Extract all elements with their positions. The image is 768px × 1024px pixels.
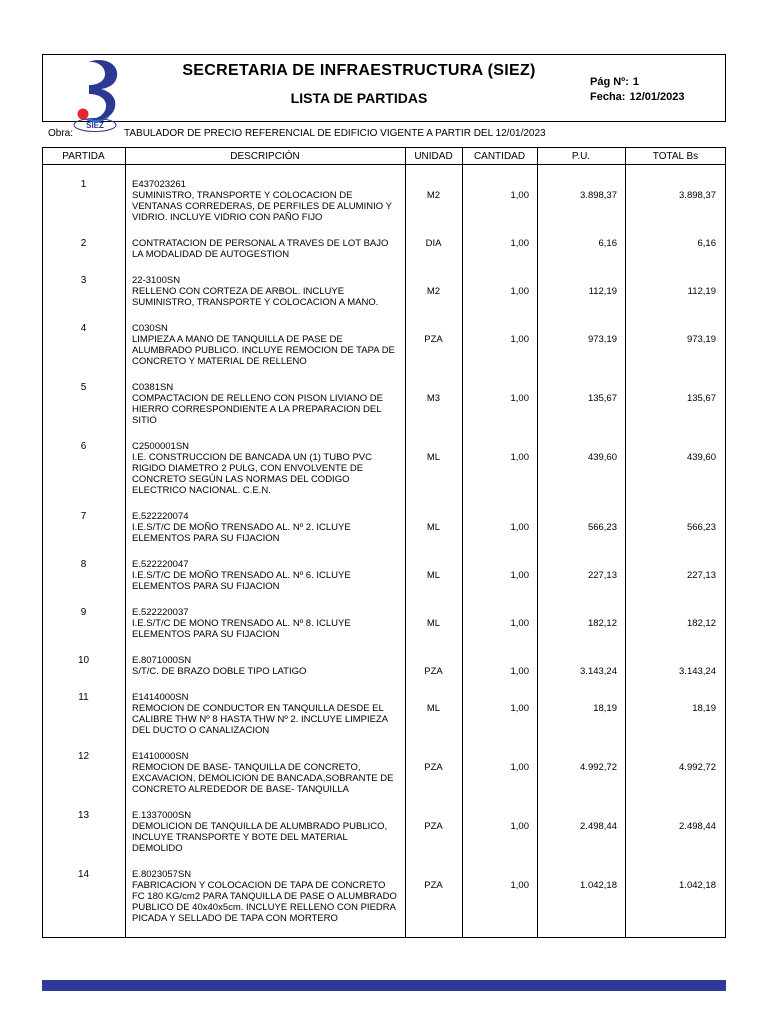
cell-pu: 439,60 xyxy=(587,452,617,463)
cell-partida: 7 xyxy=(80,511,87,522)
date-line xyxy=(590,92,715,103)
item-codigo: 22-3100SN xyxy=(132,275,181,286)
cell-partida: 5 xyxy=(80,382,87,393)
cell-cantidad: 1,00 xyxy=(510,762,529,773)
item-codigo: E437023261 xyxy=(132,179,186,190)
page-meta xyxy=(590,77,715,107)
cell-cantidad: 1,00 xyxy=(510,190,529,201)
cell-descripcion xyxy=(125,509,405,557)
item-codigo: E1414000SN xyxy=(132,692,189,703)
cell-descripcion xyxy=(125,749,405,808)
table-row xyxy=(42,380,726,439)
cell-pu: 973,19 xyxy=(587,334,617,345)
cell-cantidad: 1,00 xyxy=(510,286,529,297)
item-descripcion: I.E. CONSTRUCCION DE BANCADA UN (1) TUBO PVC RIGIDO DIAMETRO 2 PULG, CON ENVOLVENTE DE CONCRETO SEGÚN LAS NORMAS DEL CODIGO ELECTRICO NACIONAL. C.E.N. xyxy=(132,452,372,496)
table-row xyxy=(42,509,726,557)
cell-cantidad: 1,00 xyxy=(510,522,529,533)
page-number-label: Pág Nº: xyxy=(590,76,629,88)
cell-unidad: ML xyxy=(426,570,441,581)
cell-unidad: PZA xyxy=(424,666,443,677)
table-row xyxy=(42,321,726,380)
cell-total: 4.992,72 xyxy=(679,762,716,773)
table-grid-line xyxy=(462,147,463,937)
cell-unidad: ML xyxy=(426,522,441,533)
cell-cantidad: 1,00 xyxy=(510,238,529,249)
cell-pu: 566,23 xyxy=(587,522,617,533)
cell-partida: 13 xyxy=(77,810,90,821)
cell-unidad: M3 xyxy=(426,393,441,404)
table-row xyxy=(42,236,726,273)
table-row xyxy=(42,867,726,937)
cell-unidad: DIA xyxy=(425,238,442,249)
cell-cantidad: 1,00 xyxy=(510,452,529,463)
table-row xyxy=(42,273,726,321)
cell-cantidad: 1,00 xyxy=(510,666,529,677)
siez-logo-icon xyxy=(65,58,131,132)
cell-partida: 8 xyxy=(80,559,87,570)
cell-descripcion xyxy=(125,605,405,653)
item-descripcion: RELLENO CON CORTEZA DE ARBOL. INCLUYE SUMINISTRO, TRANSPORTE Y COLOCACION A MANO. xyxy=(132,286,379,308)
cell-descripcion xyxy=(125,177,405,236)
cell-unidad: PZA xyxy=(424,762,443,773)
cell-descripcion xyxy=(125,690,405,749)
cell-unidad: ML xyxy=(426,703,441,714)
cell-unidad: M2 xyxy=(426,286,441,297)
cell-descripcion xyxy=(125,380,405,439)
cell-total: 566,23 xyxy=(686,522,716,533)
item-descripcion: DEMOLICION DE TANQUILLA DE ALUMBRADO PUBLICO, INCLUYE TRANSPORTE Y BOTE DEL MATERIAL DEMOLIDO xyxy=(132,821,388,854)
cell-cantidad: 1,00 xyxy=(510,880,529,891)
item-descripcion: SUMINISTRO, TRANSPORTE Y COLOCACION DE VENTANAS CORREDERAS, DE PERFILES DE ALUMINIO Y VIDRIO. INCLUYE VIDRIO CON PAÑO FIJO xyxy=(132,190,392,223)
col-header-cantidad: CANTIDAD xyxy=(473,150,526,162)
cell-cantidad: 1,00 xyxy=(510,703,529,714)
cell-cantidad: 1,00 xyxy=(510,334,529,345)
cell-pu: 112,19 xyxy=(588,286,617,297)
item-codigo: E.8023057SN xyxy=(132,869,192,880)
cell-descripcion xyxy=(125,439,405,509)
item-codigo: E1410000SN xyxy=(132,751,189,762)
cell-partida: 11 xyxy=(78,692,89,703)
item-descripcion: I.E.S/T/C DE MOÑO TRENSADO AL. Nº 6. ICLUYE ELEMENTOS PARA SU FIJACION xyxy=(132,570,351,592)
table-row xyxy=(42,439,726,509)
table-row xyxy=(42,690,726,749)
cell-total: 3.898,37 xyxy=(679,190,716,201)
cell-pu: 227,13 xyxy=(587,570,617,581)
cell-partida: 1 xyxy=(80,179,87,190)
col-header-unidad: UNIDAD xyxy=(414,150,453,162)
cell-partida: 14 xyxy=(77,869,90,880)
cell-unidad: M2 xyxy=(426,190,441,201)
siez-logo xyxy=(65,58,131,130)
item-descripcion: REMOCION DE BASE- TANQUILLA DE CONCRETO, EXCAVACION, DEMOLICION DE BANCADA,SOBRANTE DE CONCRETO ALREDEDOR DE BASE- TANQUILLA xyxy=(132,762,394,795)
table-header xyxy=(42,147,726,165)
cell-descripcion xyxy=(125,867,405,937)
siez-logo-text: SIEZ xyxy=(86,121,104,130)
cell-pu: 135,67 xyxy=(587,393,617,404)
cell-cantidad: 1,00 xyxy=(510,570,529,581)
item-descripcion: FABRICACION Y COLOCACION DE TAPA DE CONCRETO FC 180 KG/cm2 PARA TANQUILLA DE PASE O ALUMBRADO PUBLICO DE 40x40x5cm. INCLUYE RELLENO CON PIEDRA PICADA Y SELLADO DE TAPA CON MORTERO xyxy=(132,880,397,924)
table-grid-line xyxy=(42,147,43,937)
cell-cantidad: 1,00 xyxy=(510,393,529,404)
item-descripcion: I.E.S/T/C DE MOÑO TRENSADO AL. Nº 2. ICLUYE ELEMENTOS PARA SU FIJACION xyxy=(132,522,351,544)
cell-unidad: PZA xyxy=(424,821,443,832)
obra-value: TABULADOR DE PRECIO REFERENCIAL DE EDIFICIO VIGENTE A PARTIR DEL 12/01/2023 xyxy=(124,128,546,139)
table-grid-line xyxy=(405,147,406,937)
cell-unidad: ML xyxy=(426,452,441,463)
item-codigo: E.1337000SN xyxy=(132,810,192,821)
cell-total: 182,12 xyxy=(686,618,716,629)
cell-total: 6,16 xyxy=(697,238,716,249)
date-value: 12/01/2023 xyxy=(629,91,685,103)
item-codigo: E.522220037 xyxy=(132,607,189,618)
cell-descripcion xyxy=(125,321,405,380)
cell-descripcion xyxy=(125,236,405,273)
cell-pu: 4.992,72 xyxy=(580,762,617,773)
cell-total: 2.498,44 xyxy=(679,821,716,832)
col-header-descripcion: DESCRIPCIÓN xyxy=(230,150,300,162)
item-descripcion: REMOCION DE CONDUCTOR EN TANQUILLA DESDE EL CALIBRE THW Nº 8 HASTA THW Nº 2. INCLUYE LIMPIEZA DEL DUCTO O CANALIZACION xyxy=(132,703,388,736)
partidas-table xyxy=(42,147,726,938)
page-number-value: 1 xyxy=(632,76,639,88)
cell-unidad: PZA xyxy=(424,880,443,891)
cell-total: 135,67 xyxy=(686,393,716,404)
cell-partida: 9 xyxy=(80,607,87,618)
cell-pu: 3.898,37 xyxy=(580,190,617,201)
cell-partida: 2 xyxy=(80,238,87,249)
table-row xyxy=(42,808,726,867)
footer-bar xyxy=(42,980,726,991)
cell-total: 112,19 xyxy=(687,286,716,297)
item-codigo: C0381SN xyxy=(132,382,174,393)
cell-partida: 4 xyxy=(80,323,87,334)
cell-pu: 1.042,18 xyxy=(580,880,617,891)
col-header-pu: P.U. xyxy=(571,150,591,162)
cell-pu: 3.143,24 xyxy=(580,666,617,677)
cell-unidad: PZA xyxy=(424,334,443,345)
table-row xyxy=(42,749,726,808)
item-codigo: E.8071000SN xyxy=(132,655,192,666)
item-codigo: E.522220047 xyxy=(132,559,189,570)
table-row xyxy=(42,557,726,605)
item-descripcion: LIMPIEZA A MANO DE TANQUILLA DE PASE DE ALUMBRADO PUBLICO. INCLUYE REMOCION DE TAPA DE CONCRETO Y MATERIAL DE RELLENO xyxy=(132,334,395,367)
item-codigo: C2500001SN xyxy=(132,441,190,452)
cell-partida: 3 xyxy=(80,275,87,286)
item-descripcion: S/T/C. DE BRAZO DOBLE TIPO LATIGO xyxy=(132,666,307,677)
cell-unidad: ML xyxy=(426,618,441,629)
cell-total: 3.143,24 xyxy=(679,666,716,677)
obra-row xyxy=(48,128,726,139)
item-descripcion: CONTRATACION DE PERSONAL A TRAVES DE LOT BAJO LA MODALIDAD DE AUTOGESTION xyxy=(132,238,389,260)
cell-pu: 18,19 xyxy=(593,703,617,714)
page-number-line xyxy=(590,77,715,88)
item-codigo: C030SN xyxy=(132,323,168,334)
table-row xyxy=(42,177,726,236)
item-descripcion: I.E.S/T/C DE MONO TRENSADO AL. Nº 8. ICLUYE ELEMENTOS PARA SU FIJACION xyxy=(132,618,351,640)
cell-total: 18,19 xyxy=(692,703,716,714)
col-header-partida: PARTIDA xyxy=(62,150,105,162)
document-title: LISTA DE PARTIDAS xyxy=(290,90,428,106)
table-row xyxy=(42,653,726,690)
cell-partida: 10 xyxy=(77,655,90,666)
table-grid-line xyxy=(625,147,626,937)
table-grid-line xyxy=(725,147,726,937)
cell-cantidad: 1,00 xyxy=(510,618,529,629)
cell-descripcion xyxy=(125,557,405,605)
cell-total: 1.042,18 xyxy=(679,880,716,891)
table-row xyxy=(42,605,726,653)
cell-total: 973,19 xyxy=(686,334,716,345)
cell-partida: 6 xyxy=(80,441,87,452)
org-title: SECRETARIA DE INFRAESTRUCTURA (SIEZ) xyxy=(182,62,536,79)
item-codigo: E.522220074 xyxy=(132,511,189,522)
table-body xyxy=(42,165,726,937)
col-header-total: TOTAL Bs xyxy=(652,150,699,162)
cell-pu: 6,16 xyxy=(598,238,617,249)
cell-partida: 12 xyxy=(77,751,90,762)
document-header xyxy=(42,54,726,130)
cell-descripcion xyxy=(125,808,405,867)
cell-descripcion xyxy=(125,653,405,690)
obra-label: Obra: xyxy=(48,128,74,139)
date-label: Fecha: xyxy=(590,91,626,103)
cell-total: 227,13 xyxy=(686,570,716,581)
cell-cantidad: 1,00 xyxy=(510,821,529,832)
item-descripcion: COMPACTACION DE RELLENO CON PISON LIVIANO DE HIERRO CORRESPONDIENTE A LA PREPARACION DEL SITIO xyxy=(132,393,383,426)
cell-pu: 182,12 xyxy=(587,618,617,629)
table-grid-line xyxy=(537,147,538,937)
cell-total: 439,60 xyxy=(686,452,716,463)
cell-pu: 2.498,44 xyxy=(580,821,617,832)
cell-descripcion xyxy=(125,273,405,321)
table-grid-line xyxy=(125,147,126,937)
